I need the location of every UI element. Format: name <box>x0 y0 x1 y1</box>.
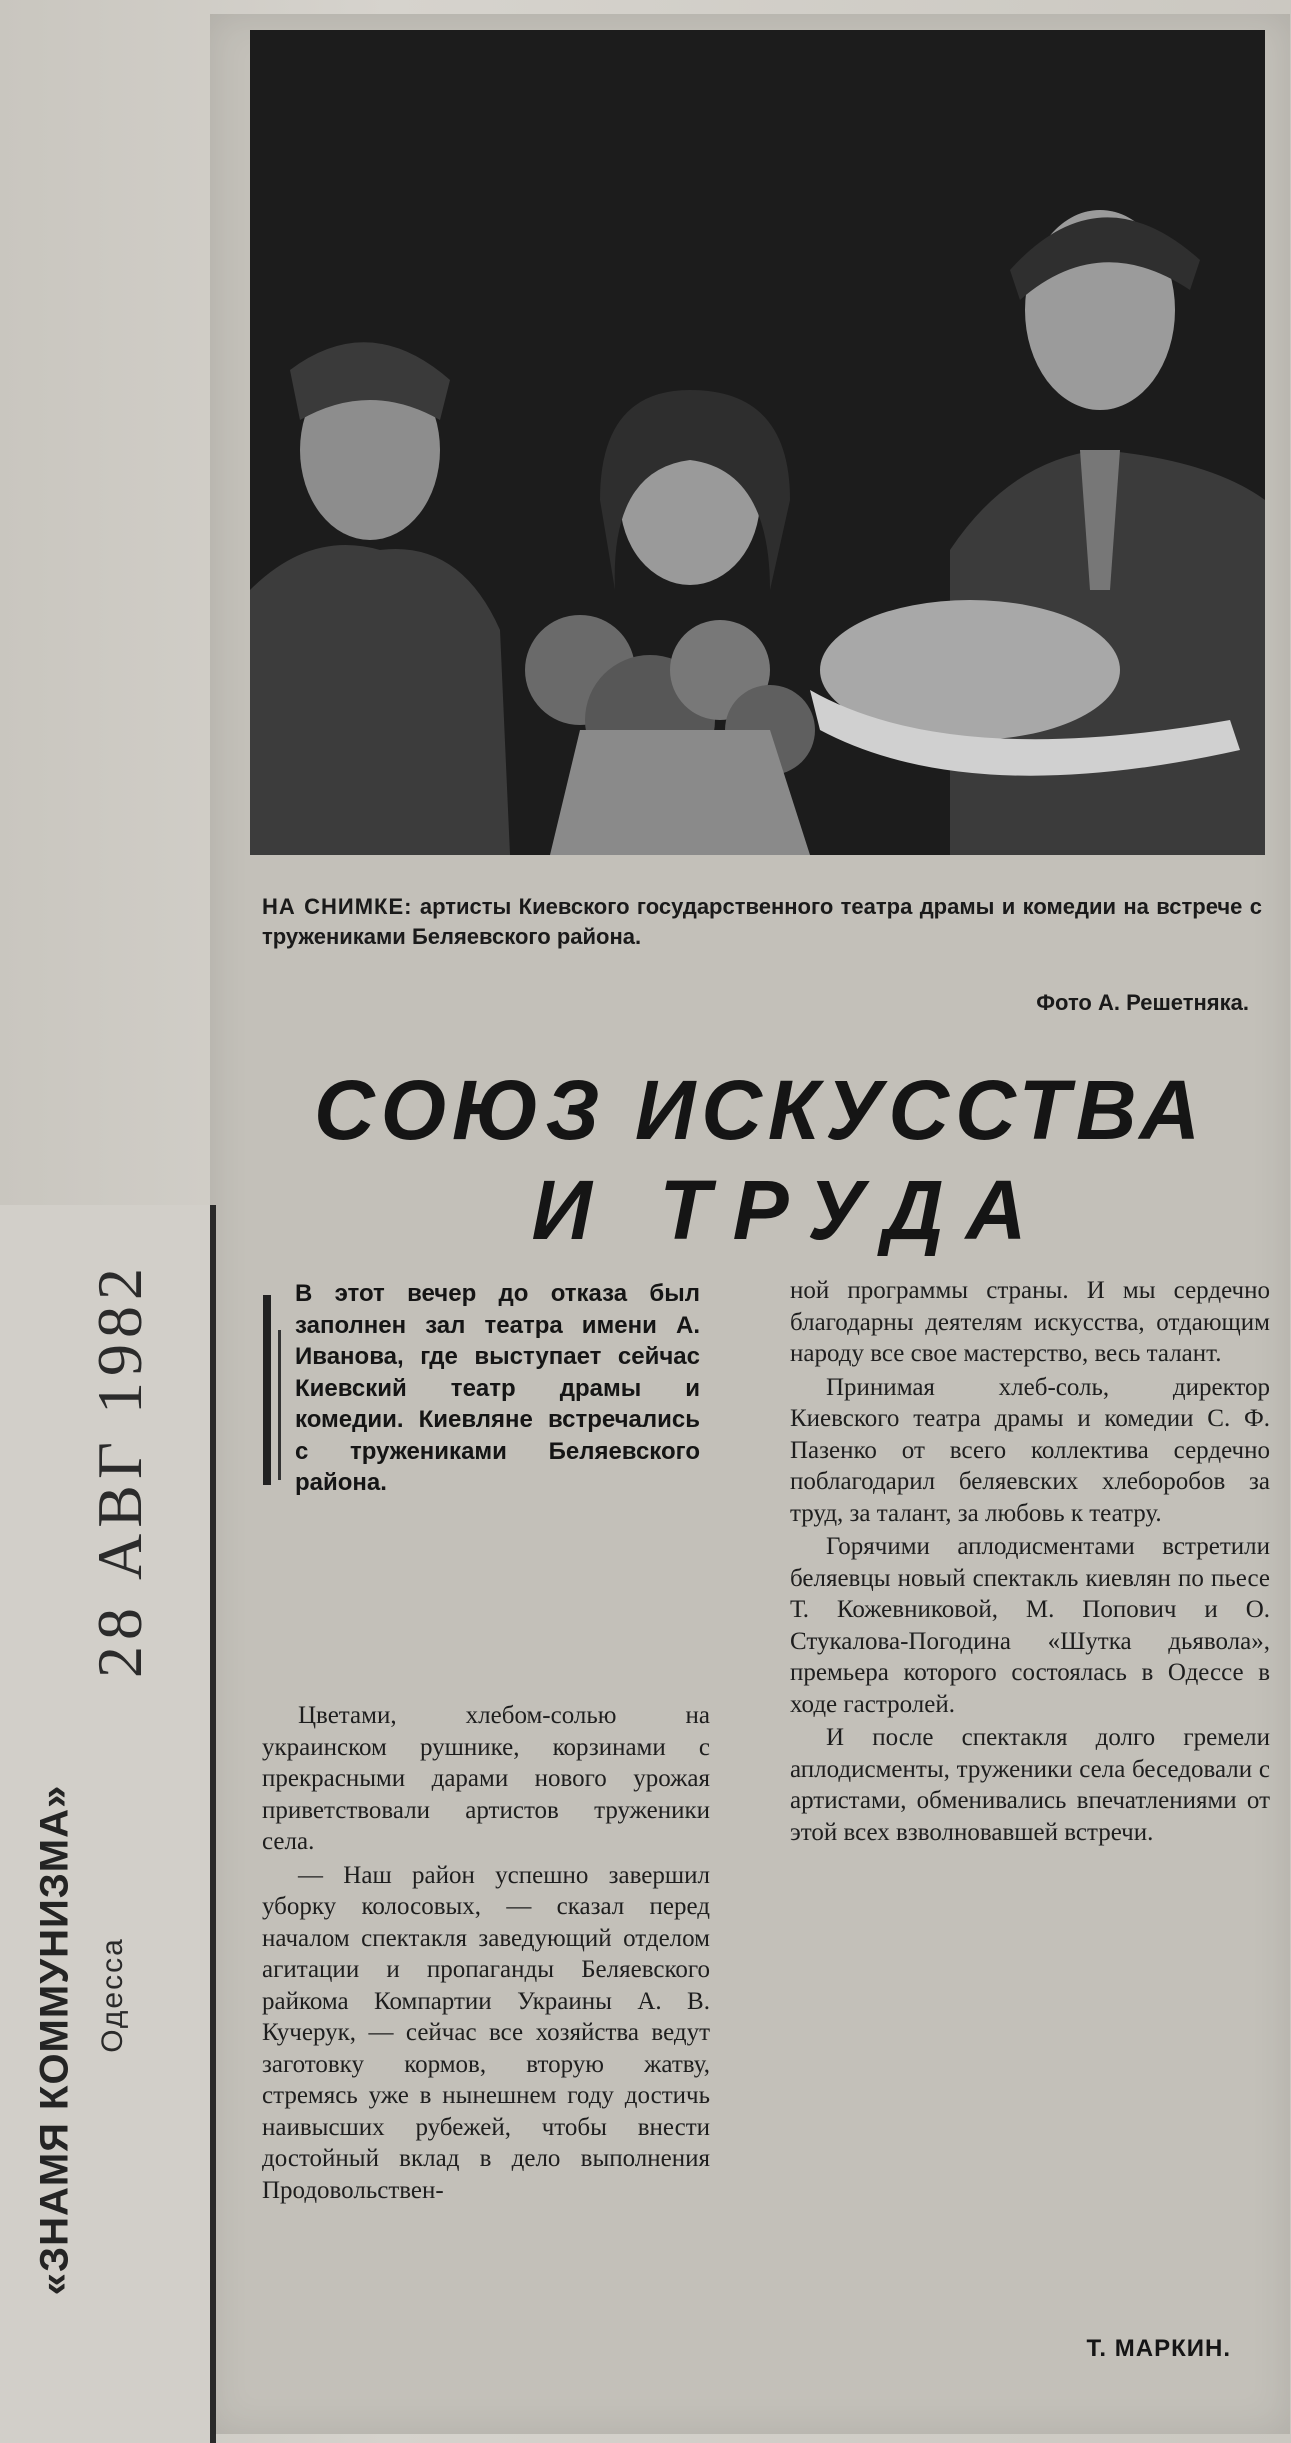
paragraph: Горячими аплодисментами встретили беляевцы новый спектакль киевлян по пьесе Т. Кожевниковой, М. Попович и О. Стукалова-Погодина «Шутка дьявола», премьера которого состоялась в Одессе в ходе гастролей. <box>790 1533 1270 1718</box>
lead-paragraph: В этот вечер до отказа был заполнен зал театра имени А. Иванова, где выступает сейчас Киевский театр драмы и комедии. Киевляне встречались с тружениками Беляевского района. <box>295 1280 700 1496</box>
photo-illustration <box>250 30 1265 855</box>
body-column-right <box>790 1275 1270 1848</box>
body-column-left <box>262 1700 710 2206</box>
paragraph: — Наш район успешно завершил уборку колосовых, — сказал перед началом спектакля заведующий отделом агитации и пропаганды Беляевского райкома Компартии Украины А. В. Кучерук, — сейчас все хозяйства ведут заготовку кормов, вторую жатву, стремясь уже в нынешнем году достичь наивысших рубежей, чтобы внести достойный вклад в дело выполнения Продовольствен- <box>262 1861 710 2204</box>
paragraph: Цветами, хлебом-солью на украинском рушнике, корзинами с прекрасными дарами нового урожая приветствовали артистов труженики села. <box>262 1702 710 1855</box>
news-photo <box>250 30 1265 855</box>
author-signature: Т. МАРКИН. <box>1086 2335 1231 2362</box>
newspaper-stamp-text: «ЗНАМЯ КОММУНИЗМА» <box>32 1784 77 2296</box>
headline-line-2: И ТРУДА <box>531 1163 1049 1257</box>
date-stamp <box>75 1250 165 1690</box>
city-stamp-text: Одесса <box>96 1937 129 2053</box>
article-headline <box>250 1060 1270 1260</box>
caption-lead: НА СНИМКЕ: <box>262 894 413 919</box>
lead-rule-thin <box>278 1330 281 1480</box>
paragraph: Принимая хлеб-соль, директор Киевского театра драмы и комедии С. Ф. Пазенко от всего коллектива сердечно поблагодарил беляевских хлеборобов за труд, за талант, за любовь к театру. <box>790 1373 1270 1527</box>
photo-credit: Фото А. Решетняка. <box>1036 990 1249 1015</box>
paragraph: ной программы страны. И мы сердечно благодарны деятелям искусства, отдающим народу все свое мастерство, весь талант. <box>790 1277 1270 1367</box>
city-stamp <box>88 1910 138 2080</box>
newspaper-stamp <box>30 1740 80 2340</box>
lead-rule <box>263 1295 271 1485</box>
date-stamp-text: 28 АВГ 1982 <box>84 1262 155 1678</box>
caption-text: артисты Киевского государственного театра драмы и комедии на встрече с тружениками Беляевского района. <box>262 894 1262 949</box>
photo-caption <box>262 892 1262 952</box>
headline-line-1: СОЮЗ ИСКУССТВА <box>313 1063 1206 1157</box>
paragraph: И после спектакля долго гремели аплодисменты, труженики села беседовали с артистами, обменивались впечатлениями от этой всех взволновавшей встречи. <box>790 1724 1270 1846</box>
